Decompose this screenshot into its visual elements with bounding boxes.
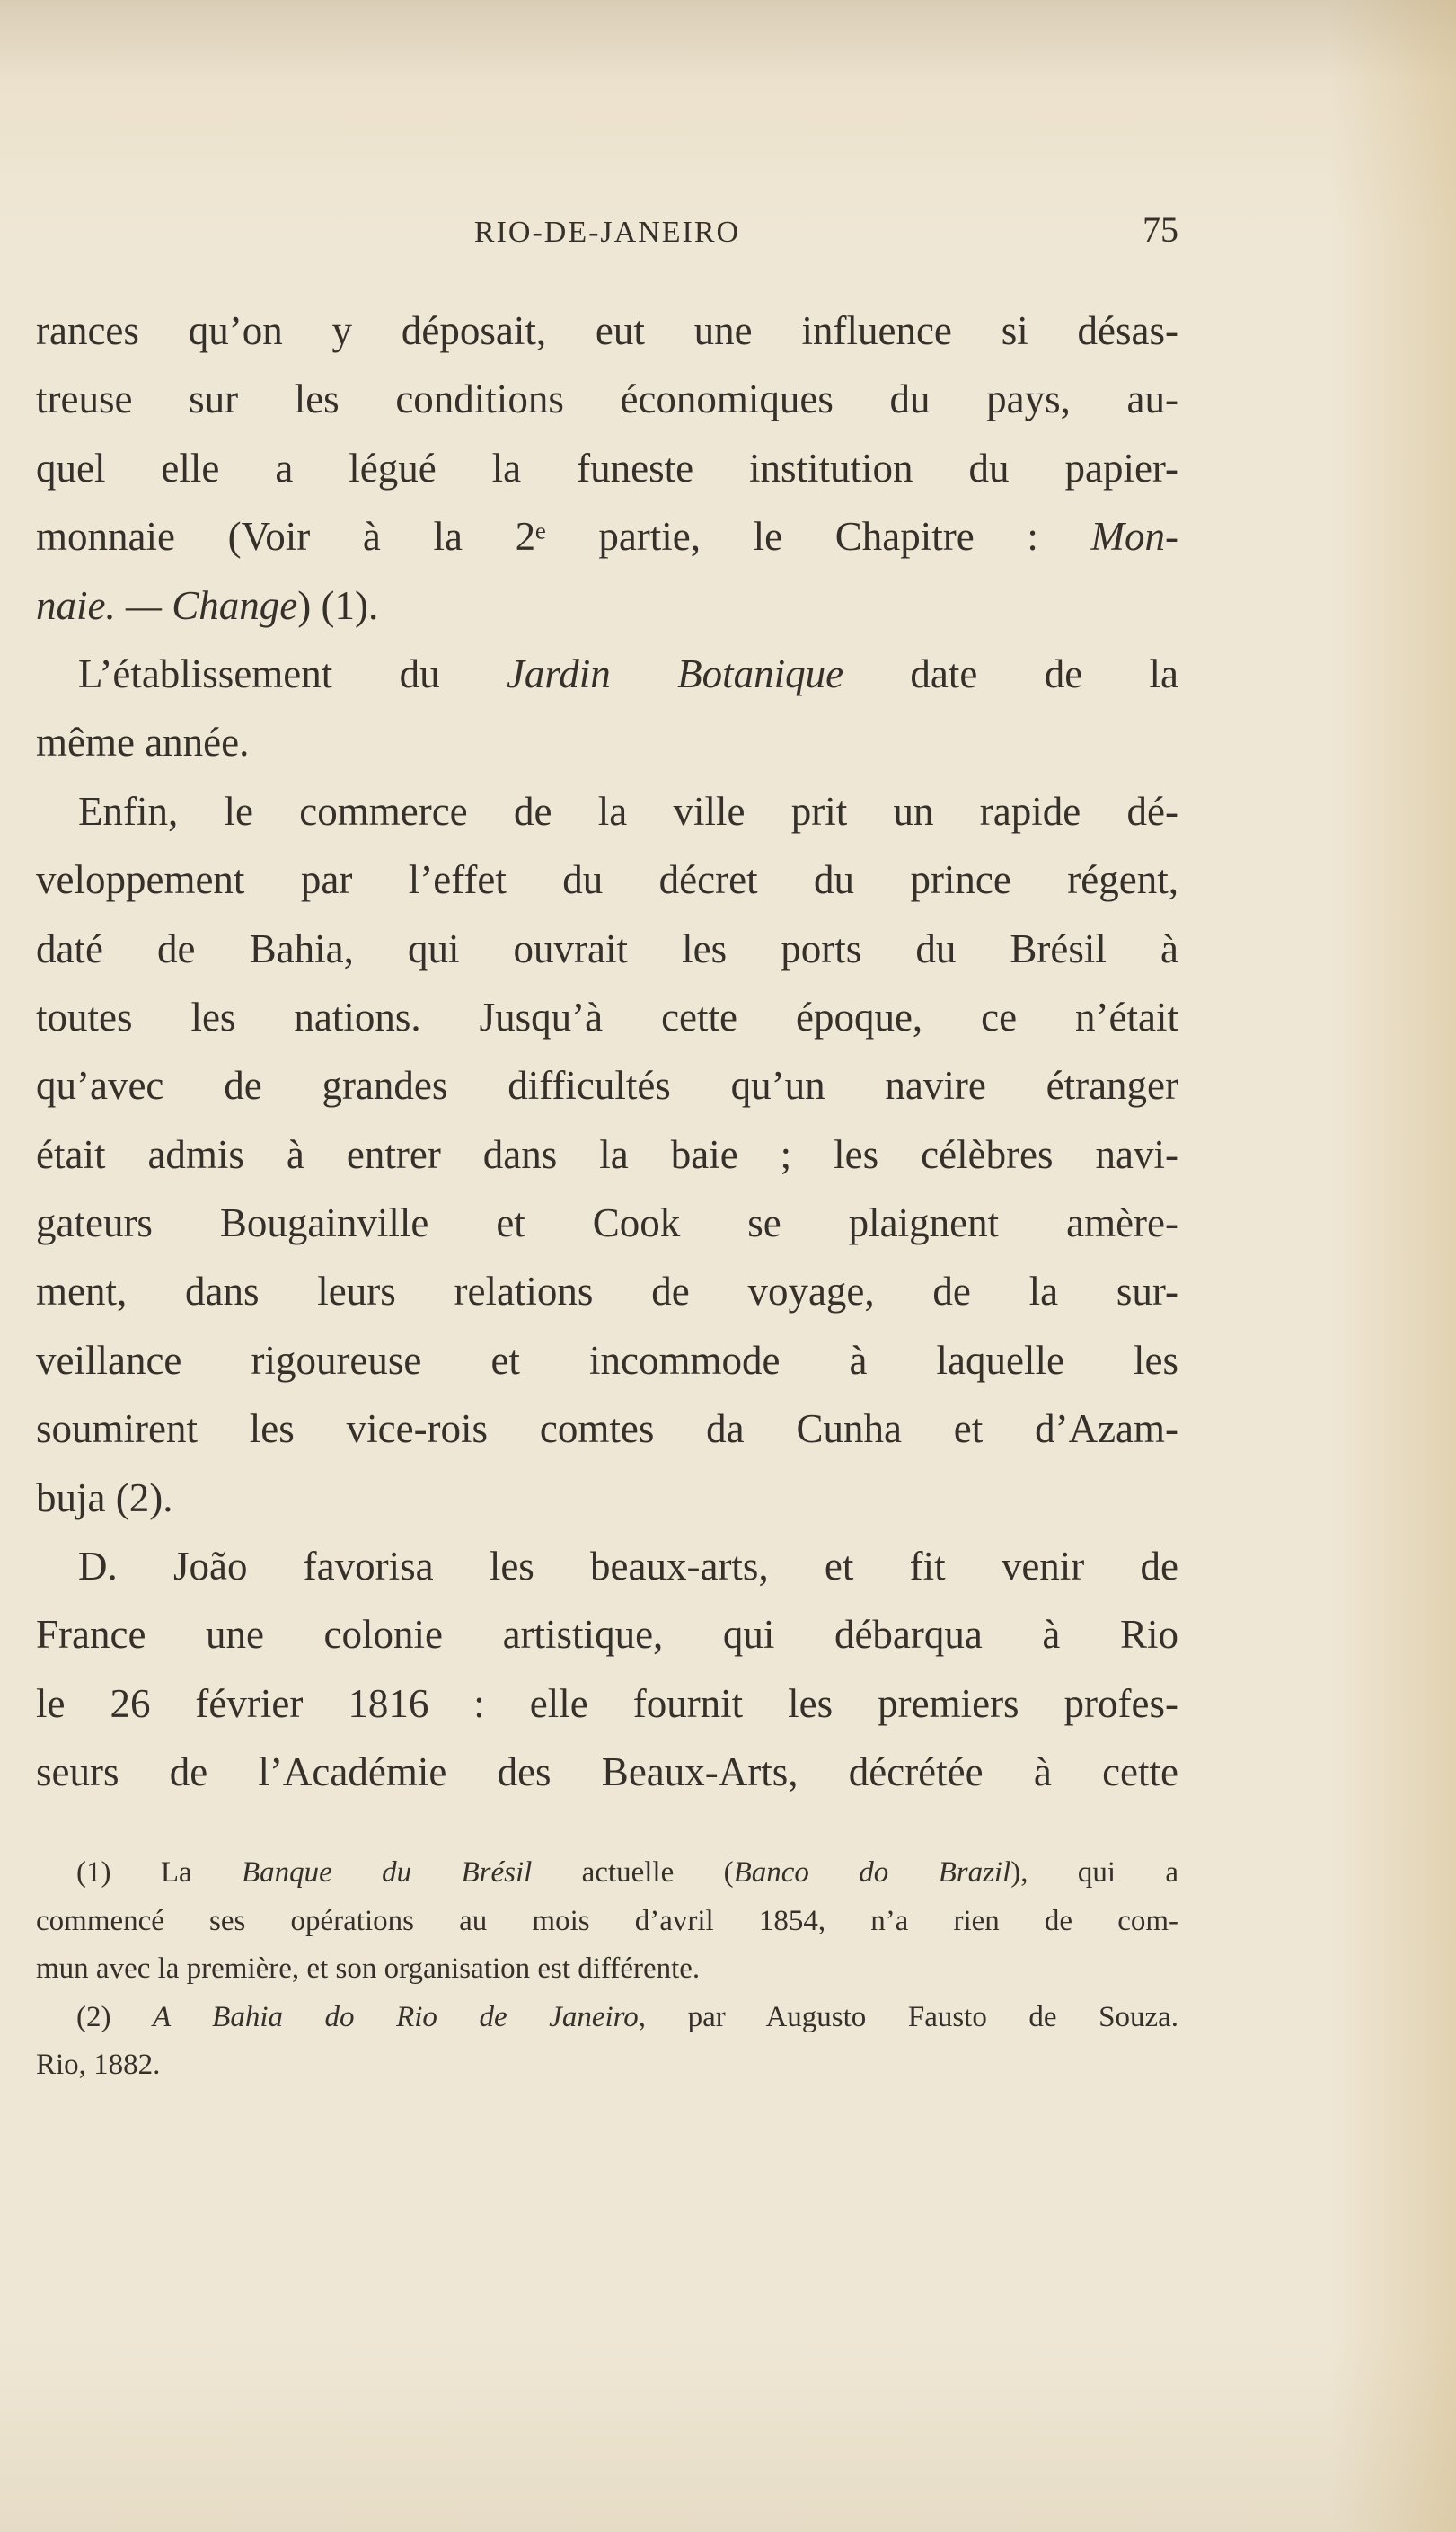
footnote-line	[36, 1849, 1178, 1898]
text-run: ment, dans leurs relations de voyage, de la sur-	[36, 1269, 1178, 1315]
text-run: le 26 février 1816 : elle fournit les premiers profes-	[36, 1680, 1178, 1726]
text-line	[36, 1464, 1178, 1532]
text-line	[36, 1051, 1178, 1120]
page-edge-shading	[1330, 0, 1456, 2532]
text-run: actuelle (	[532, 1856, 734, 1889]
text-line	[36, 434, 1178, 502]
italic-text: Jardin Botanique	[506, 651, 844, 696]
page-header	[36, 208, 1178, 259]
text-run: D. João favorisa les beaux-arts, et fit venir de	[78, 1544, 1178, 1589]
text-run: monnaie (Voir à la 2ᵉ partie, le Chapitre :	[36, 514, 1091, 560]
italic-text: naie. — Change	[36, 582, 298, 628]
text-line	[36, 1189, 1178, 1257]
text-run: soumirent les vice-rois comtes da Cunha et d’Azam-	[36, 1406, 1178, 1452]
text-run: date de la	[843, 651, 1178, 696]
text-run: veillance rigoureuse et incommode à laquelle les	[36, 1337, 1178, 1383]
text-run: L’établissement du	[78, 651, 507, 696]
footnote-line	[36, 1898, 1178, 1946]
running-title: RIO-DE-JANEIRO	[473, 216, 741, 249]
body-text	[36, 297, 1178, 1807]
text-run: (1) La	[76, 1856, 242, 1889]
text-line	[36, 1669, 1178, 1738]
text-run: mun avec la première, et son organisation est différente.	[36, 1952, 701, 1985]
footnotes	[36, 1849, 1178, 2090]
italic-text: Banco do Brazil	[733, 1856, 1011, 1889]
footnote-line	[36, 1945, 1178, 1994]
text-line	[36, 1600, 1178, 1669]
text-line	[36, 983, 1178, 1051]
text-run: treuse sur les conditions économiques du pays, au-	[36, 376, 1178, 422]
text-run: daté de Bahia, qui ouvrait les ports du Brésil à	[36, 925, 1178, 971]
text-line	[36, 1257, 1178, 1325]
text-run: commencé ses opérations au mois d’avril 1854, n’a rien de com-	[36, 1904, 1178, 1937]
text-line	[36, 1394, 1178, 1463]
text-run: , par Augusto Fausto de Souza.	[638, 2000, 1178, 2033]
text-run: gateurs Bougainville et Cook se plaignent amère-	[36, 1200, 1178, 1246]
text-run: était admis à entrer dans la baie ; les célèbres navi-	[36, 1131, 1178, 1177]
text-run: même année.	[36, 720, 250, 766]
italic-text: Banque du Brésil	[241, 1856, 533, 1889]
text-run: France une colonie artistique, qui débarqua à Rio	[36, 1612, 1178, 1658]
text-run: ) (1).	[297, 582, 379, 628]
text-line	[36, 640, 1178, 708]
footnote-line	[36, 2041, 1178, 2090]
text-line	[36, 1326, 1178, 1394]
text-run: toutes les nations. Jusqu’à cette époque, ce n’était	[36, 994, 1178, 1040]
text-run: quel elle a légué la funeste institution du papier-	[36, 445, 1178, 491]
footnote-line	[36, 1994, 1178, 2042]
text-run: Enfin, le commerce de la ville prit un rapide dé-	[78, 788, 1178, 834]
text-run: rances qu’on y déposait, eut une influence si désas-	[36, 308, 1178, 353]
text-run: buja (2).	[36, 1474, 173, 1520]
text-run: Rio, 1882.	[36, 2049, 161, 2081]
italic-text: Mon-	[1090, 514, 1178, 560]
text-line	[36, 1532, 1178, 1600]
page-number: 75	[1143, 209, 1178, 250]
text-line	[36, 1120, 1178, 1189]
text-line	[36, 915, 1178, 983]
text-line	[36, 708, 1178, 776]
text-line	[36, 777, 1178, 845]
text-run: veloppement par l’effet du décret du prince régent,	[36, 857, 1178, 903]
text-line	[36, 1738, 1178, 1806]
text-line	[36, 365, 1178, 433]
text-run: seurs de l’Académie des Beaux-Arts, décrétée à cette	[36, 1749, 1178, 1795]
italic-text: A Bahia do Rio de Janeiro	[153, 2000, 639, 2033]
text-run: ), qui a	[1010, 1856, 1178, 1889]
text-line	[36, 502, 1178, 571]
text-line	[36, 845, 1178, 914]
text-line	[36, 297, 1178, 365]
text-run: qu’avec de grandes difficultés qu’un navire étranger	[36, 1063, 1178, 1109]
text-line	[36, 571, 1178, 640]
text-run: (2)	[76, 2000, 154, 2033]
